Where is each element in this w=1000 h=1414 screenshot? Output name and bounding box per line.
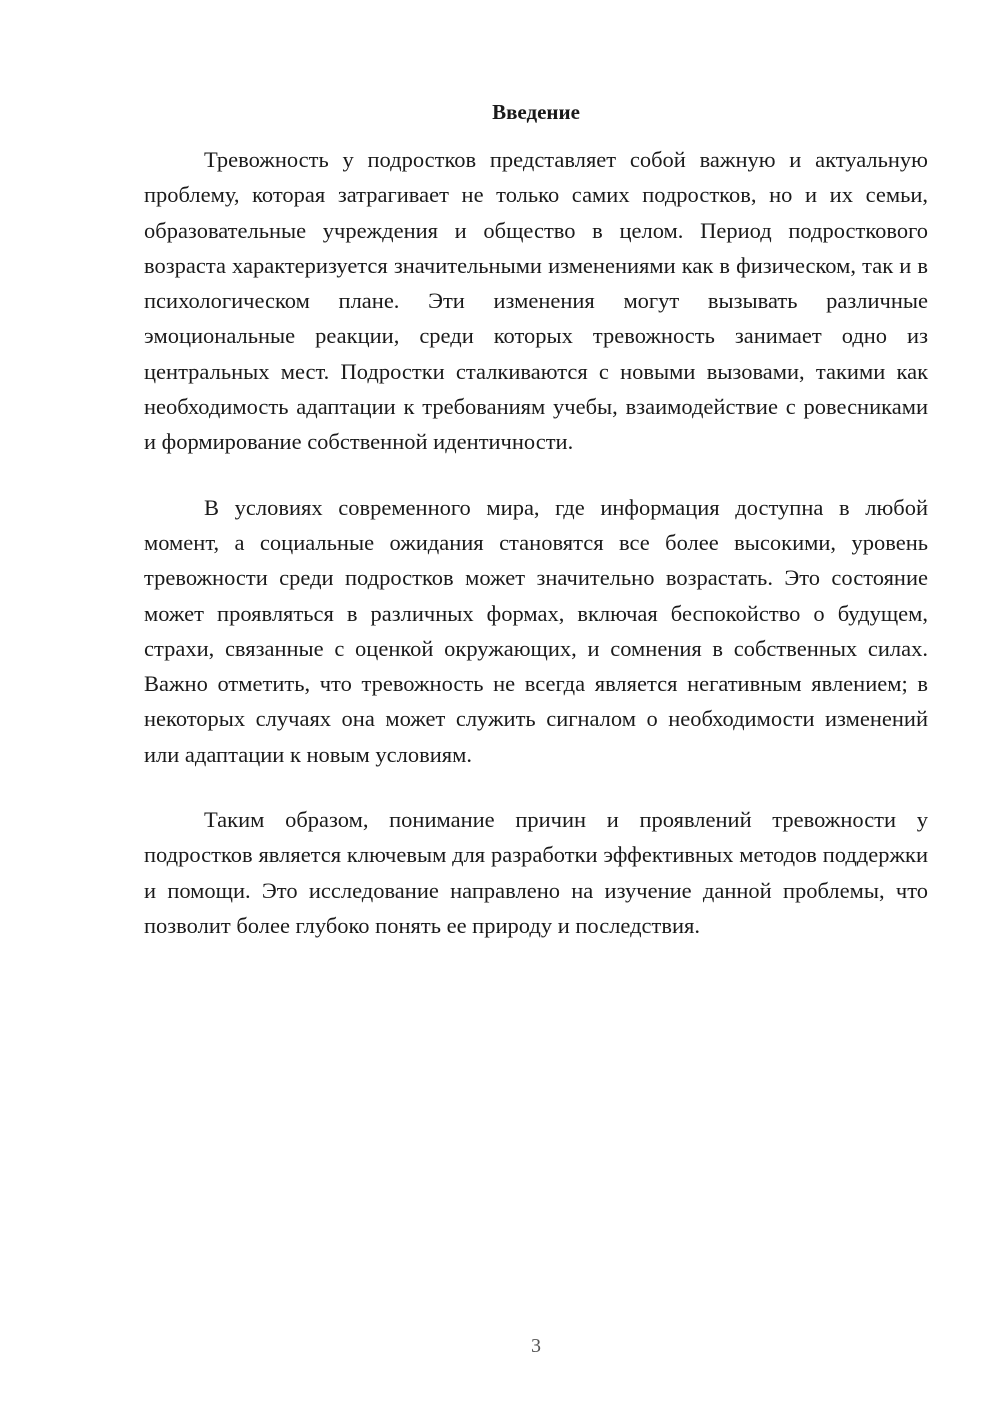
paragraph-2: В условиях современного мира, где информация доступна в любой момент, а социальные ожидания становятся все более высокими, уровень тревожности среди подростков может значительно возрастать. Это состояние может проявляться в различных формах, включая беспокойство о будущем, страхи, связанные с оценкой окружающих, и сомнения в собственных силах. Важно отметить, что тревожность не всегда является негативным явлением; в некоторых случаях она может служить сигналом о необходимости изменений или адаптации к новым условиям. [144, 494, 928, 767]
section-heading: Введение [492, 100, 580, 124]
paragraph-3: Таким образом, понимание причин и проявлений тревожности у подростков является ключевым для разработки эффективных методов поддержки и помощи. Это исследование направлено на изучение данной проблемы, что позволит более глубоко понять ее природу и последствия. [144, 807, 928, 938]
body-text [144, 142, 928, 943]
page-number: 3 [531, 1335, 541, 1357]
paragraph-1: Тревожность у подростков представляет собой важную и актуальную проблему, которая затрагивает не только самих подростков, но и их семьи, образовательные учреждения и общество в целом. Период подросткового возраста характеризуется значительными изменениями как в физическом, так и в психологическом плане. Эти изменения могут вызывать различные эмоциональные реакции, среди которых тревожность занимает одно из центральных мест. Подростки сталкиваются с новыми вызовами, такими как необходимость адаптации к требованиям учебы, взаимодействие с ровесниками и формирование собственной идентичности. [144, 147, 928, 455]
